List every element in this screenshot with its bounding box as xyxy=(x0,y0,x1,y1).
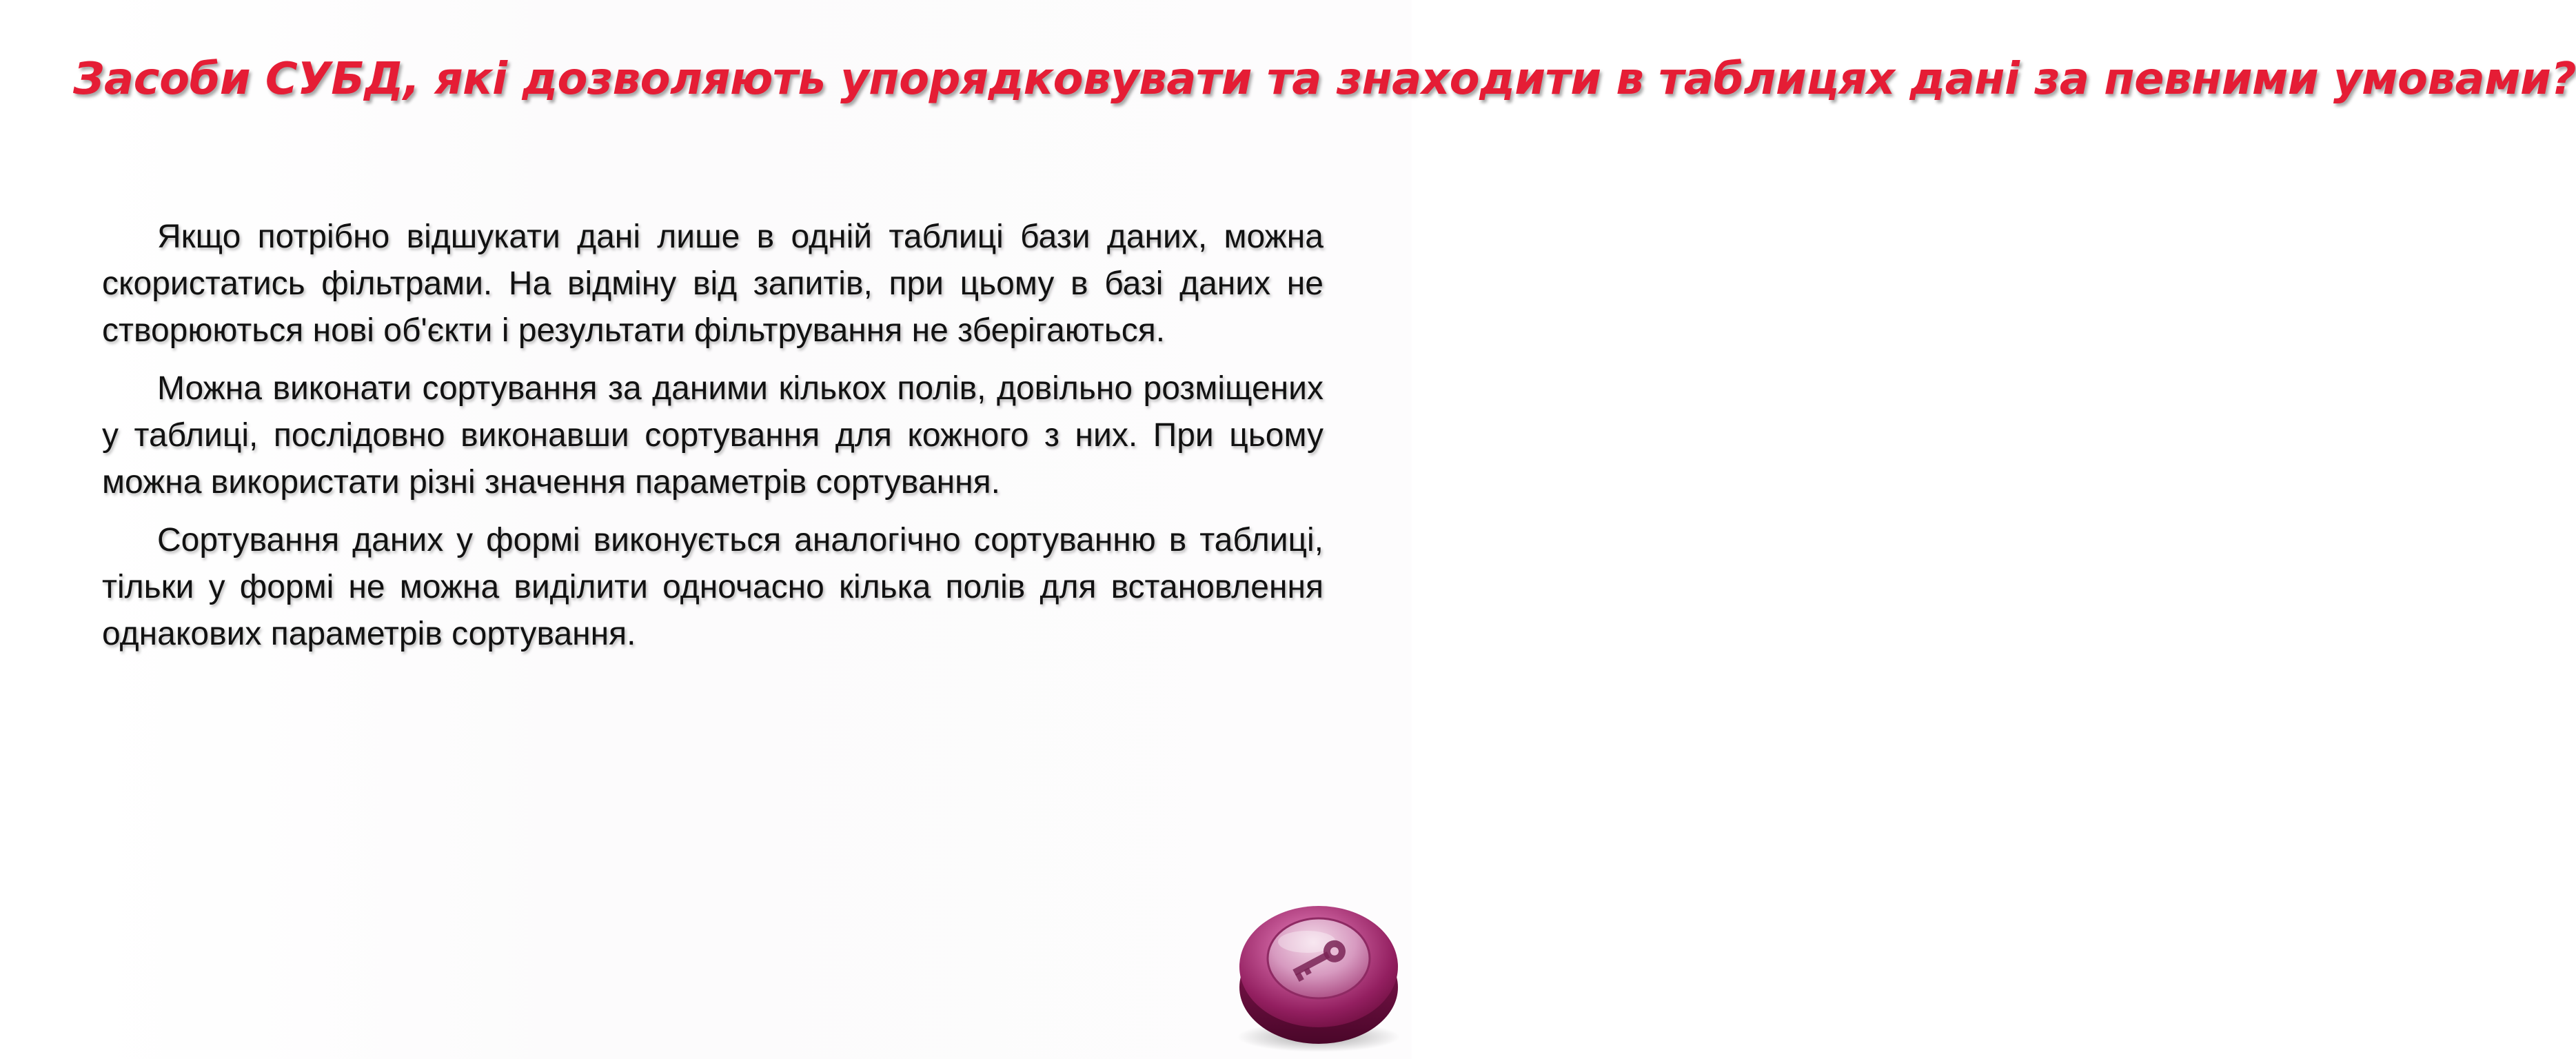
paragraph-form-sort: Сортування даних у формі виконується аналогічно сортуванню в таблиці, тільки у формі не можна виділити одночасно кілька полів для встановлення однакових параметрів сортування. xyxy=(102,522,1324,652)
paragraph-filters: Якщо потрібно відшукати дані лише в одній таблиці бази даних, можна скористатись фільтрами. На відміну від запитів, при цьому в базі даних не створюються нові об'єкти і результати фільтрування не зберігаються. xyxy=(102,219,1324,349)
access-key-button[interactable] xyxy=(1233,891,1405,1053)
slide-body xyxy=(102,214,1324,669)
paragraph-multi-field-sort: Можна виконати сортування за даними кількох полів, довільно розміщених у таблиці, послідовно виконавши сортування для кожного з них. При цьому можна використати різні значення параметрів сортування. xyxy=(102,370,1324,501)
slide-title: Засоби СУБД, які дозволяють упорядковувати та знаходити в таблицях дані за певними умовами? xyxy=(73,54,2576,105)
key-icon xyxy=(1233,891,1405,1053)
